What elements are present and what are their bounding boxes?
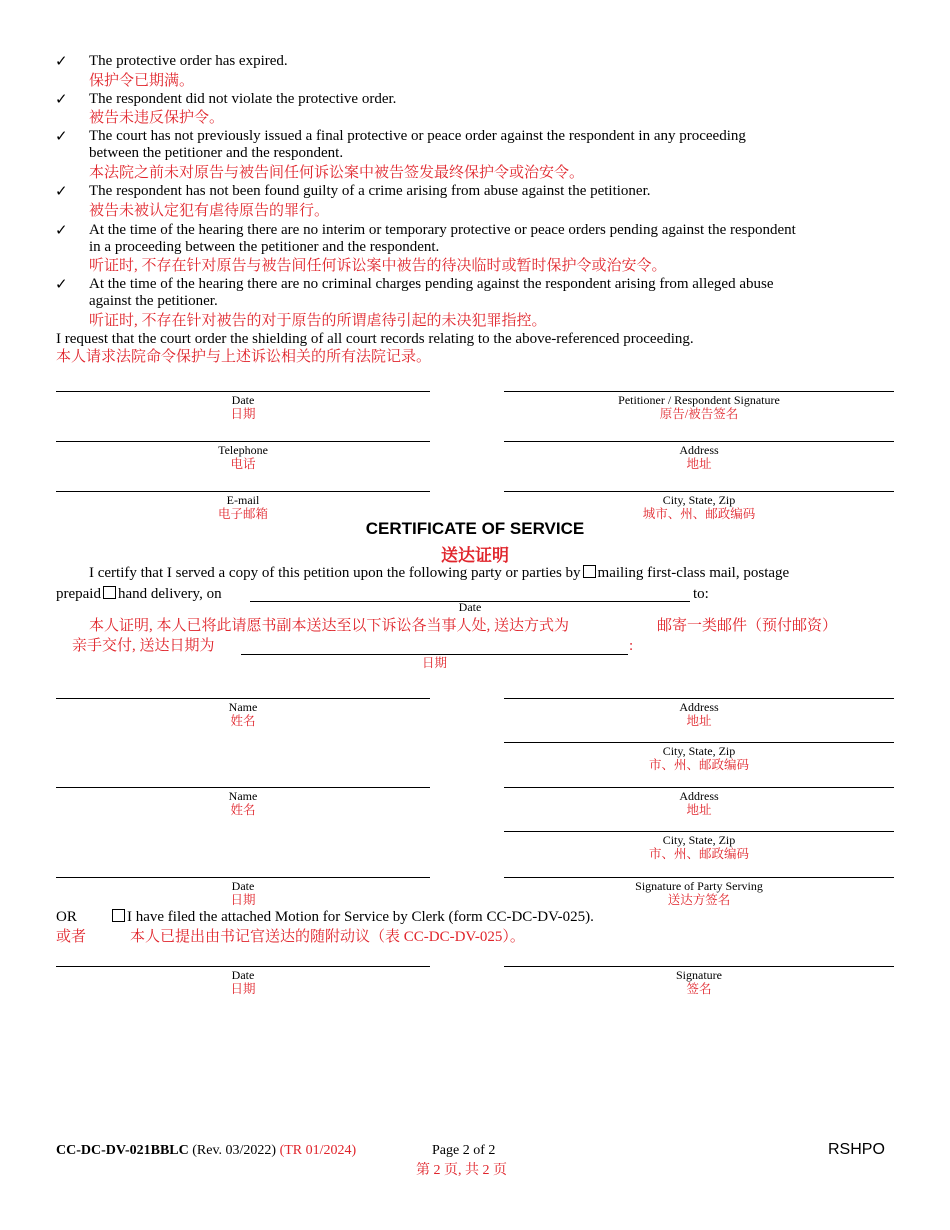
clerk-motion-text-zh: 本人已提出由书记官送达的随附动议（表 CC-DC-DV-025）。 <box>130 929 525 945</box>
name-label: Name 姓名 <box>228 789 258 817</box>
certify-text: I certify that I served a copy of this petition upon the following party or parties by mailing first-class mail, postage <box>89 565 790 581</box>
mail-checkbox[interactable] <box>583 565 596 578</box>
address-line[interactable] <box>504 441 894 442</box>
checklist-item: The respondent did not violate the protective order. <box>89 91 397 107</box>
checklist-item-cont: against the petitioner. <box>89 293 218 309</box>
clerk-motion-text: I have filed the attached Motion for Service by Clerk (form CC-DC-DV-025). <box>112 909 594 926</box>
clerk-motion-checkbox[interactable] <box>112 909 125 922</box>
checklist-item-cont: between the petitioner and the respondent. <box>89 145 344 161</box>
request-text-zh: 本人请求法院命令保护与上述诉讼相关的所有法院记录。 <box>56 349 432 365</box>
to-text: to: <box>693 586 709 602</box>
signature-line[interactable] <box>504 966 894 967</box>
city-line[interactable] <box>504 831 894 832</box>
date-label: Date 日期 <box>230 968 256 996</box>
telephone-label: Telephone 电话 <box>218 443 268 471</box>
certificate-title: CERTIFICATE OF SERVICE <box>365 519 585 538</box>
date-label: Date 日期 <box>230 393 256 421</box>
certify-text-zh: 本人证明, 本人已将此请愿书副本送达至以下诉讼各当事人处, 送达方式为 <box>89 618 570 634</box>
certificate-title-zh: 送达证明 <box>441 546 509 565</box>
checklist-item-zh: 本法院之前未对原告与被告间任何诉讼案中被告签发最终保护令或治安令。 <box>89 165 585 181</box>
email-label: E-mail 电子邮箱 <box>217 493 268 521</box>
date-label: Date 日期 <box>230 879 256 907</box>
check-icon: ✓ <box>55 54 68 70</box>
address-label: Address 地址 <box>679 700 719 728</box>
city-line[interactable] <box>504 491 894 492</box>
check-icon: ✓ <box>55 92 68 108</box>
or-label: OR <box>56 909 77 925</box>
service-date-line-zh[interactable] <box>241 654 628 655</box>
certify-mail-zh: 邮寄一类邮件（预付邮资） <box>657 618 838 634</box>
name-line[interactable] <box>56 787 430 788</box>
checklist-item-zh: 被告未违反保护令。 <box>89 110 225 126</box>
or-label-zh: 或者 <box>56 929 87 945</box>
checklist-item: At the time of the hearing there are no criminal charges pending against the respondent arising from alleged abuse <box>89 276 774 292</box>
checklist-item-cont: in a proceeding between the petitioner and the respondent. <box>89 239 440 255</box>
serving-signature-label: Signature of Party Serving 送达方签名 <box>635 879 763 907</box>
signature-line[interactable] <box>504 391 894 392</box>
checklist-item-zh: 听证时, 不存在针对原告与被告间任何诉讼案中被告的待决临时或暂时保护令或治安令。 <box>89 258 667 274</box>
checklist-item-zh: 被告未被认定犯有虐待原告的罪行。 <box>89 203 330 219</box>
page-number: Page 2 of 2 <box>432 1143 496 1158</box>
hand-delivery-checkbox[interactable] <box>103 586 116 599</box>
city-label: City, State, Zip 城市、州、邮政编码 <box>642 493 756 521</box>
certify-text-2: prepaid hand delivery, on <box>56 586 222 602</box>
city-label: City, State, Zip 市、州、邮政编码 <box>648 833 749 861</box>
checklist-item-zh: 听证时, 不存在针对被告的对于原告的所谓虐待引起的未决犯罪指控。 <box>89 313 547 329</box>
name-label: Name 姓名 <box>228 700 258 728</box>
checklist-item: The protective order has expired. <box>89 53 288 69</box>
request-text: I request that the court order the shielding of all court records relating to the above-referenced proceeding. <box>56 331 694 347</box>
signature-label: Signature 签名 <box>676 968 722 996</box>
form-id-footer: CC-DC-DV-021BBLC (Rev. 03/2022) (TR 01/2024) <box>56 1143 357 1158</box>
check-icon: ✓ <box>55 223 68 239</box>
checklist-item: At the time of the hearing there are no interim or temporary protective or peace orders pending against the respondent <box>89 222 796 238</box>
check-icon: ✓ <box>55 184 68 200</box>
checklist-item-zh: 保护令已期满。 <box>89 73 195 89</box>
date-line[interactable] <box>56 966 430 967</box>
certify-hand-zh: 亲手交付, 送达日期为 <box>72 638 215 654</box>
email-line[interactable] <box>56 491 430 492</box>
checklist-item: The respondent has not been found guilty of a crime arising from abuse against the petitioner. <box>89 183 651 199</box>
city-label: City, State, Zip 市、州、邮政编码 <box>648 744 749 772</box>
address-label: Address 地址 <box>679 443 719 471</box>
page-number-zh: 第 2 页, 共 2 页 <box>416 1163 507 1178</box>
address-label: Address 地址 <box>679 789 719 817</box>
colon-zh: : <box>629 638 634 654</box>
form-code: RSHPO <box>828 1141 885 1158</box>
name-line[interactable] <box>56 698 430 699</box>
address-line[interactable] <box>504 698 894 699</box>
check-icon: ✓ <box>55 129 68 145</box>
service-date-label: Date <box>458 600 482 614</box>
address-line[interactable] <box>504 787 894 788</box>
checklist-item: The court has not previously issued a final protective or peace order against the respondent in any proceeding <box>89 128 746 144</box>
serving-signature-line[interactable] <box>504 877 894 878</box>
date-line[interactable] <box>56 391 430 392</box>
telephone-line[interactable] <box>56 441 430 442</box>
date-line[interactable] <box>56 877 430 878</box>
signature-label: Petitioner / Respondent Signature 原告/被告签名 <box>618 393 780 421</box>
service-date-label-zh: 日期 <box>421 656 447 670</box>
city-line[interactable] <box>504 742 894 743</box>
check-icon: ✓ <box>55 277 68 293</box>
